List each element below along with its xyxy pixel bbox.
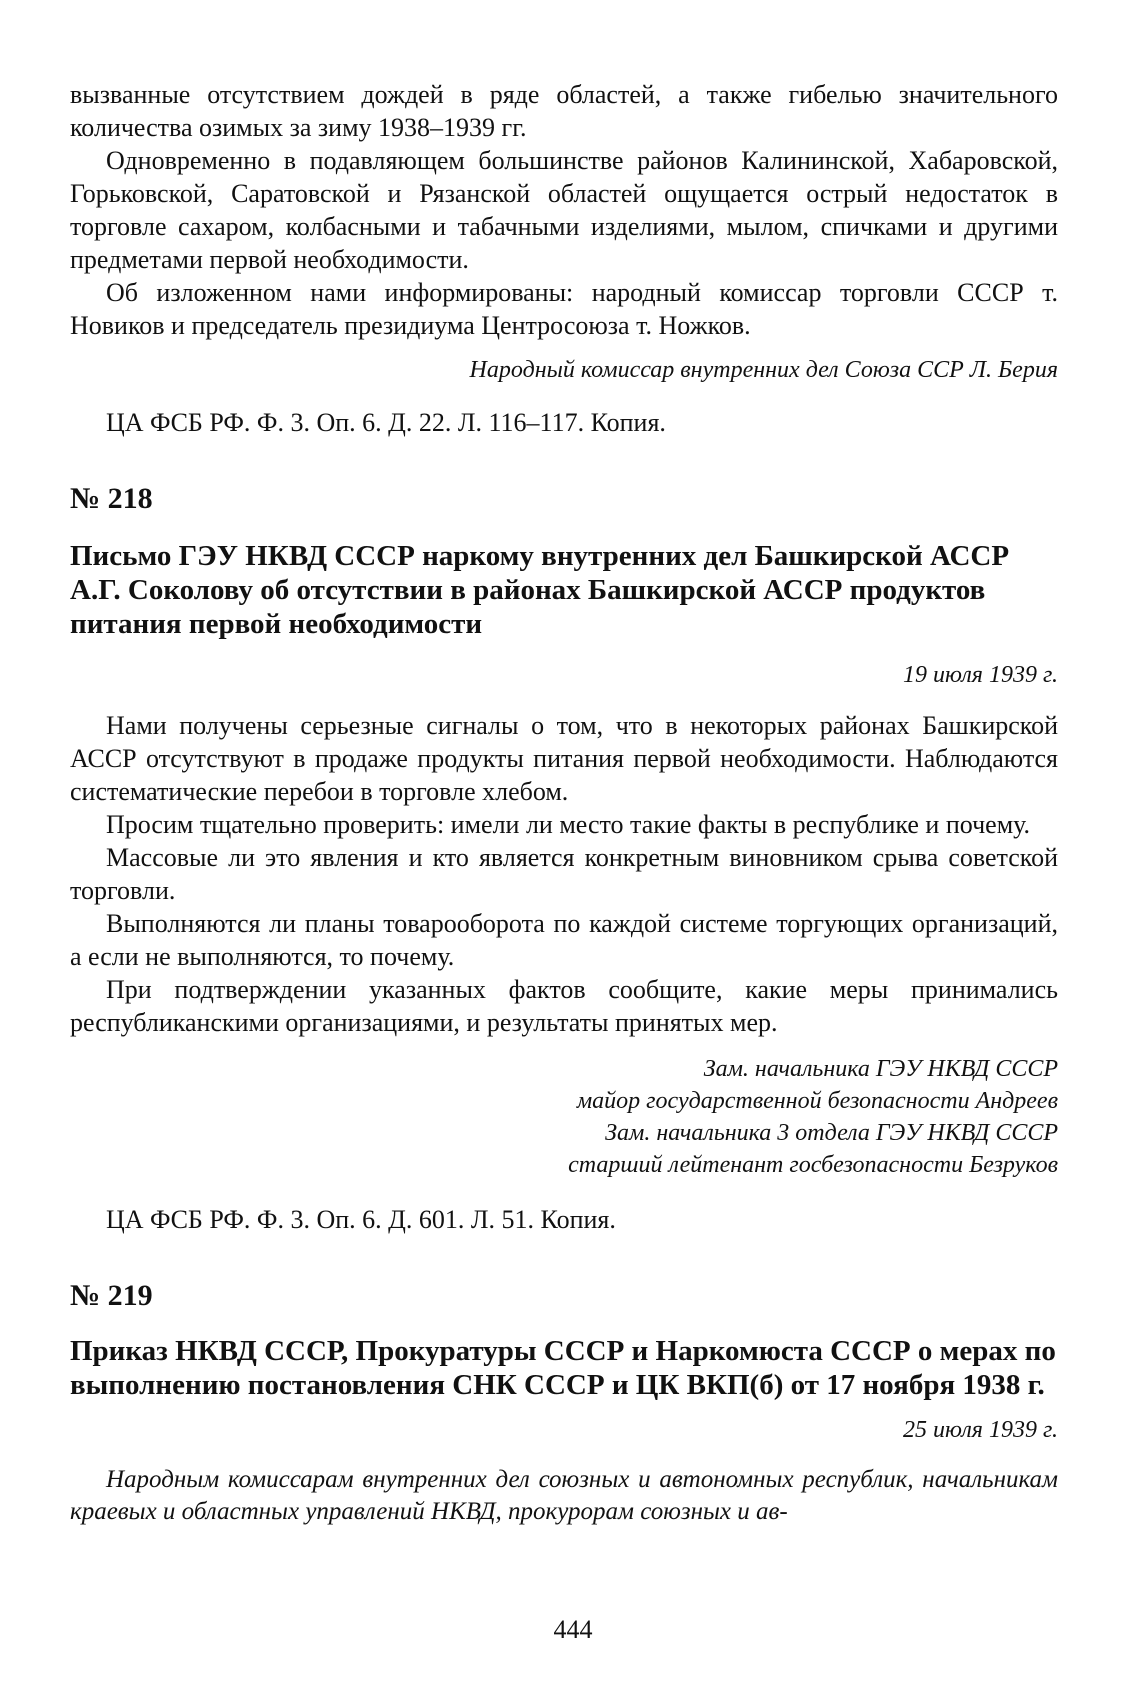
- signature-line: старший лейтенант госбезопасности Безруков: [568, 1152, 1058, 1178]
- paragraph: Одновременно в подавляющем большинстве районов Калининской, Хабаровской, Горьковской, Саратовской и Рязанской областей ощущается острый недостаток в торговле сахаром, колбасными и табачными изделиями, мылом, спичками и другими предметами первой необходимости.: [70, 146, 1058, 274]
- document-219: [70, 1278, 1058, 1528]
- document-217-tail: [70, 78, 1058, 439]
- signature: Народный комиссар внутренних дел Союза ССР Л. Берия: [469, 357, 1058, 383]
- archive-source: ЦА ФСБ РФ. Ф. 3. Оп. 6. Д. 22. Л. 116–117. Копия.: [106, 408, 666, 437]
- paragraph: Просим тщательно проверить: имели ли место такие факты в республике и почему.: [106, 810, 1031, 839]
- signature-line: майор государственной безопасности Андреев: [576, 1088, 1058, 1114]
- page-content: [70, 78, 1058, 1528]
- signature-line: Зам. начальника 3 отдела ГЭУ НКВД СССР: [605, 1120, 1058, 1146]
- document-date: 25 июля 1939 г.: [903, 1417, 1058, 1443]
- page-number: 444: [553, 1615, 593, 1644]
- paragraph: Нами получены серьезные сигналы о том, что в некоторых районах Башкирской АССР отсутствуют в продаже продукты питания первой необходимости. Наблюдаются систематические перебои в торговле хлебом.: [70, 711, 1058, 806]
- document-number: № 219: [70, 1279, 153, 1312]
- document-number: № 218: [70, 482, 153, 515]
- paragraph: Об изложенном нами информированы: народный комиссар торговли СССР т. Новиков и председатель президиума Центросоюза т. Ножков.: [70, 278, 1058, 340]
- document-date: 19 июля 1939 г.: [903, 662, 1058, 688]
- signature-block: [70, 1053, 1058, 1181]
- addressees: Народным комиссарам внутренних дел союзных и автономных республик, начальникам краевых и областных управлений НКВД, прокурорам союзных и ав-: [70, 1466, 1058, 1525]
- paragraph: Выполняются ли планы товарооборота по каждой системе торгующих организаций, а если не выполняются, то почему.: [70, 909, 1058, 971]
- paragraph: Массовые ли это явления и кто является конкретным виновником срыва советской торговли.: [70, 843, 1058, 905]
- document-218: [70, 481, 1058, 1236]
- paragraph: вызванные отсутствием дождей в ряде областей, а также гибелью значительного количества озимых за зиму 1938–1939 гг.: [70, 80, 1058, 142]
- paragraph: При подтверждении указанных фактов сообщите, какие меры принимались республиканскими организациями, и результаты принятых мер.: [70, 975, 1058, 1037]
- document-title: Письмо ГЭУ НКВД СССР наркому внутренних дел Башкирской АССР А.Г. Соколову об отсутствии в районах Башкирской АССР продуктов питания первой необходимости: [70, 540, 1010, 640]
- archive-source: ЦА ФСБ РФ. Ф. 3. Оп. 6. Д. 601. Л. 51. Копия.: [106, 1205, 616, 1234]
- document-title: Приказ НКВД СССР, Прокуратуры СССР и Наркомюста СССР о мерах по выполнению постановления СНК СССР и ЦК ВКП(б) от 17 ноября 1938 г.: [70, 1335, 1056, 1401]
- signature-line: Зам. начальника ГЭУ НКВД СССР: [703, 1056, 1058, 1082]
